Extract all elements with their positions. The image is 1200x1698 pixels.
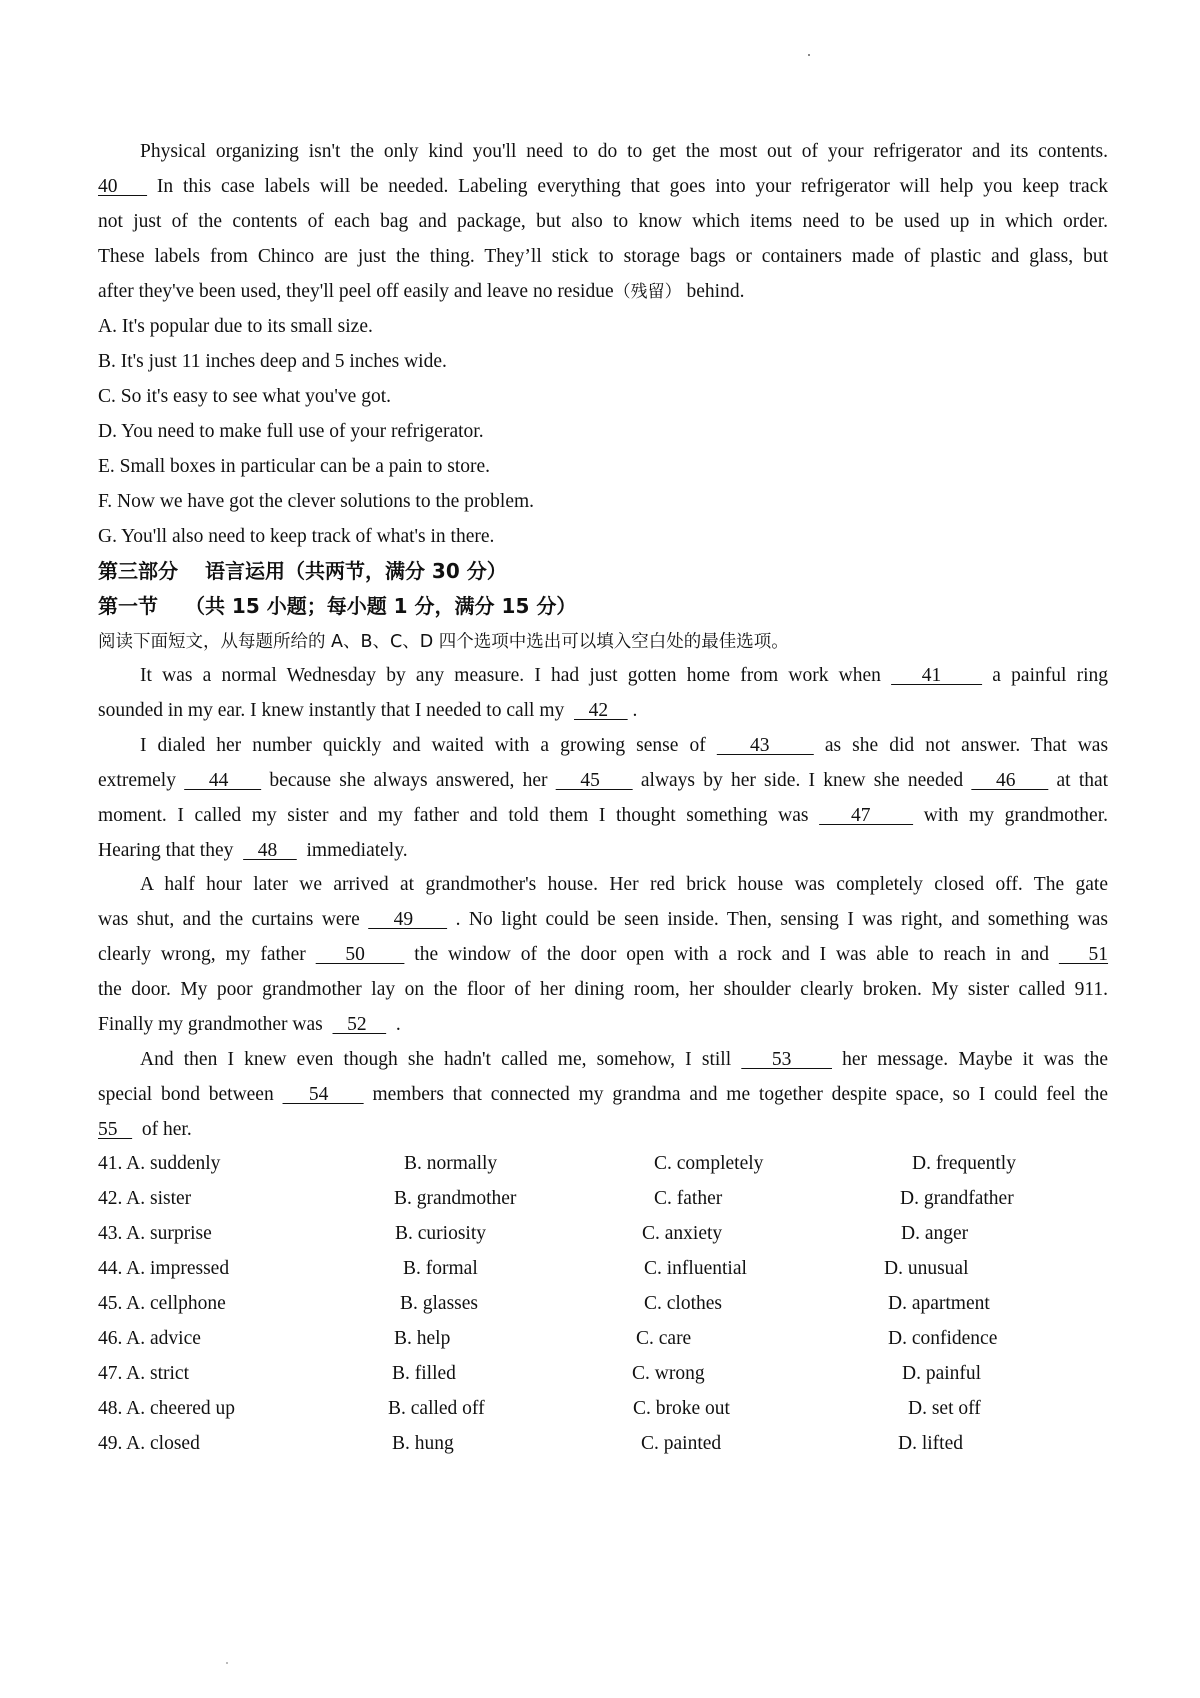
option-d: D. set off: [908, 1398, 981, 1419]
question-41: [98, 1152, 1108, 1176]
question-48: [98, 1397, 1108, 1421]
passage-line: after they've been used, they'll peel off easily and leave no residue（残留） behind.: [98, 281, 745, 302]
option-d: D. confidence: [888, 1328, 998, 1349]
option-a: 45. A. cellphone: [98, 1293, 226, 1314]
blank-42: 42: [574, 700, 628, 721]
option-d: D. frequently: [912, 1153, 1016, 1174]
option-c: C. care: [636, 1328, 692, 1349]
cloze-line: extremely 44 because she always answered, her 45 always by her side. I knew she needed 46 at that: [98, 770, 1109, 791]
question-43: [98, 1222, 1108, 1246]
choice-g: G. You'll also need to keep track of what's in there.: [98, 526, 495, 547]
option-b: B. hung: [392, 1433, 454, 1454]
choice-f: F. Now we have got the clever solutions to the problem.: [98, 491, 535, 512]
option-b: B. help: [394, 1328, 451, 1349]
blank-47: 47: [819, 805, 914, 826]
question-46: [98, 1327, 1108, 1351]
option-a: 42. A. sister: [98, 1188, 192, 1209]
option-d: D. lifted: [898, 1433, 963, 1454]
cloze-line: special bond between 54 members that connected my grandma and me together despite space, so I could feel the: [98, 1084, 1109, 1105]
section1-heading: 第一节 （共 15 小题；每小题 1 分，满分 15 分）: [98, 594, 577, 618]
option-c: C. broke out: [633, 1398, 730, 1419]
option-d: D. grandfather: [900, 1188, 1014, 1209]
option-c: C. wrong: [632, 1363, 705, 1384]
cloze-line: Finally my grandmother was 52 .: [98, 1014, 401, 1035]
passage-line: Physical organizing isn't the only kind you'll need to do to get the most out of your refrigerator and its contents.: [140, 141, 1108, 162]
blank-49: 49: [368, 909, 448, 930]
option-a: 47. A. strict: [98, 1363, 189, 1384]
option-b: B. called off: [388, 1398, 485, 1419]
option-c: C. completely: [654, 1153, 764, 1174]
choice-a: A. It's popular due to its small size.: [98, 316, 373, 337]
choice-e: E. Small boxes in particular can be a pain to store.: [98, 456, 491, 477]
question-45: [98, 1292, 1108, 1316]
option-b: B. formal: [403, 1258, 478, 1279]
option-b: B. glasses: [400, 1293, 478, 1314]
blank-43: 43: [716, 735, 814, 756]
cloze-line: was shut, and the curtains were 49 . No light could be seen inside. Then, sensing I was right, and something was: [98, 909, 1108, 930]
blank-50: 50: [315, 944, 405, 965]
cloze-line: It was a normal Wednesday by any measure. I had just gotten home from work when 41 a painful ring: [140, 665, 1109, 686]
blank-44: 44: [184, 770, 262, 791]
blank-52: 52: [332, 1014, 387, 1035]
cloze-line: moment. I called my sister and my father and told them I thought something was 47 with my grandmother.: [98, 805, 1109, 826]
passage-line: 40 In this case labels will be needed. Labeling everything that goes into your refrigerator will help you keep track: [98, 176, 1109, 197]
option-c: C. father: [654, 1188, 723, 1209]
option-a: 48. A. cheered up: [98, 1398, 235, 1419]
blank-41: 41: [891, 665, 983, 686]
blank-46: 46: [971, 770, 1049, 791]
cloze-line: I dialed her number quickly and waited with a growing sense of 43 as she did not answer. That was: [140, 735, 1109, 756]
option-d: D. anger: [901, 1223, 969, 1244]
option-a: 43. A. surprise: [98, 1223, 212, 1244]
choice-c: C. So it's easy to see what you've got.: [98, 386, 391, 407]
page-mark-top: [808, 54, 810, 56]
option-c: C. clothes: [644, 1293, 722, 1314]
cloze-line: Hearing that they 48 immediately.: [98, 840, 408, 861]
option-b: B. normally: [404, 1153, 498, 1174]
blank-40: 40: [98, 176, 148, 197]
option-d: D. apartment: [888, 1293, 990, 1314]
choice-b: B. It's just 11 inches deep and 5 inches wide.: [98, 351, 447, 372]
cloze-line: A half hour later we arrived at grandmother's house. Her red brick house was completely closed off. The gate: [140, 874, 1108, 895]
blank-51: 51: [1058, 944, 1109, 965]
passage-line: not just of the contents of each bag and package, but also to know which items need to be used up in which order.: [98, 211, 1108, 232]
option-b: B. curiosity: [395, 1223, 486, 1244]
page-mark-bottom: [226, 1662, 228, 1664]
cloze-line: the door. My poor grandmother lay on the floor of her dining room, her shoulder clearly broken. My sister called 911.: [98, 979, 1108, 1000]
cloze-line: And then I knew even though she hadn't called me, somehow, I still 53 her message. Maybe it was the: [140, 1049, 1108, 1070]
question-47: [98, 1362, 1108, 1386]
option-a: 41. A. suddenly: [98, 1153, 221, 1174]
instruction: 阅读下面短文，从每题所给的 A、B、C、D 四个选项中选出可以填入空白处的最佳选项。: [98, 632, 789, 652]
option-a: 46. A. advice: [98, 1328, 201, 1349]
option-c: C. painted: [641, 1433, 722, 1454]
blank-54: 54: [282, 1084, 364, 1105]
cloze-line: 55 of her.: [98, 1119, 192, 1140]
option-d: D. painful: [902, 1363, 982, 1384]
choice-d: D. You need to make full use of your refrigerator.: [98, 421, 484, 442]
option-a: 49. A. closed: [98, 1433, 200, 1454]
question-44: [98, 1257, 1108, 1281]
blank-48: 48: [243, 840, 297, 861]
option-c: C. anxiety: [642, 1223, 723, 1244]
cloze-line: sounded in my ear. I knew instantly that I needed to call my 42 .: [98, 700, 638, 721]
option-b: B. filled: [392, 1363, 456, 1384]
option-b: B. grandmother: [394, 1188, 517, 1209]
question-42: [98, 1187, 1108, 1211]
question-49: [98, 1432, 1108, 1456]
cloze-line: clearly wrong, my father 50 the window of the door open with a rock and I was able to reach in and 51: [98, 944, 1109, 965]
option-a: 44. A. impressed: [98, 1258, 230, 1279]
blank-45: 45: [555, 770, 633, 791]
blank-53: 53: [741, 1049, 832, 1070]
passage-line: These labels from Chinco are just the thing. They’ll stick to storage bags or containers made of plastic and glass, but: [98, 246, 1108, 267]
part3-heading: 第三部分 语言运用（共两节，满分 30 分）: [98, 559, 507, 583]
blank-55: 55: [98, 1119, 133, 1140]
option-d: D. unusual: [884, 1258, 969, 1279]
option-c: C. influential: [644, 1258, 747, 1279]
